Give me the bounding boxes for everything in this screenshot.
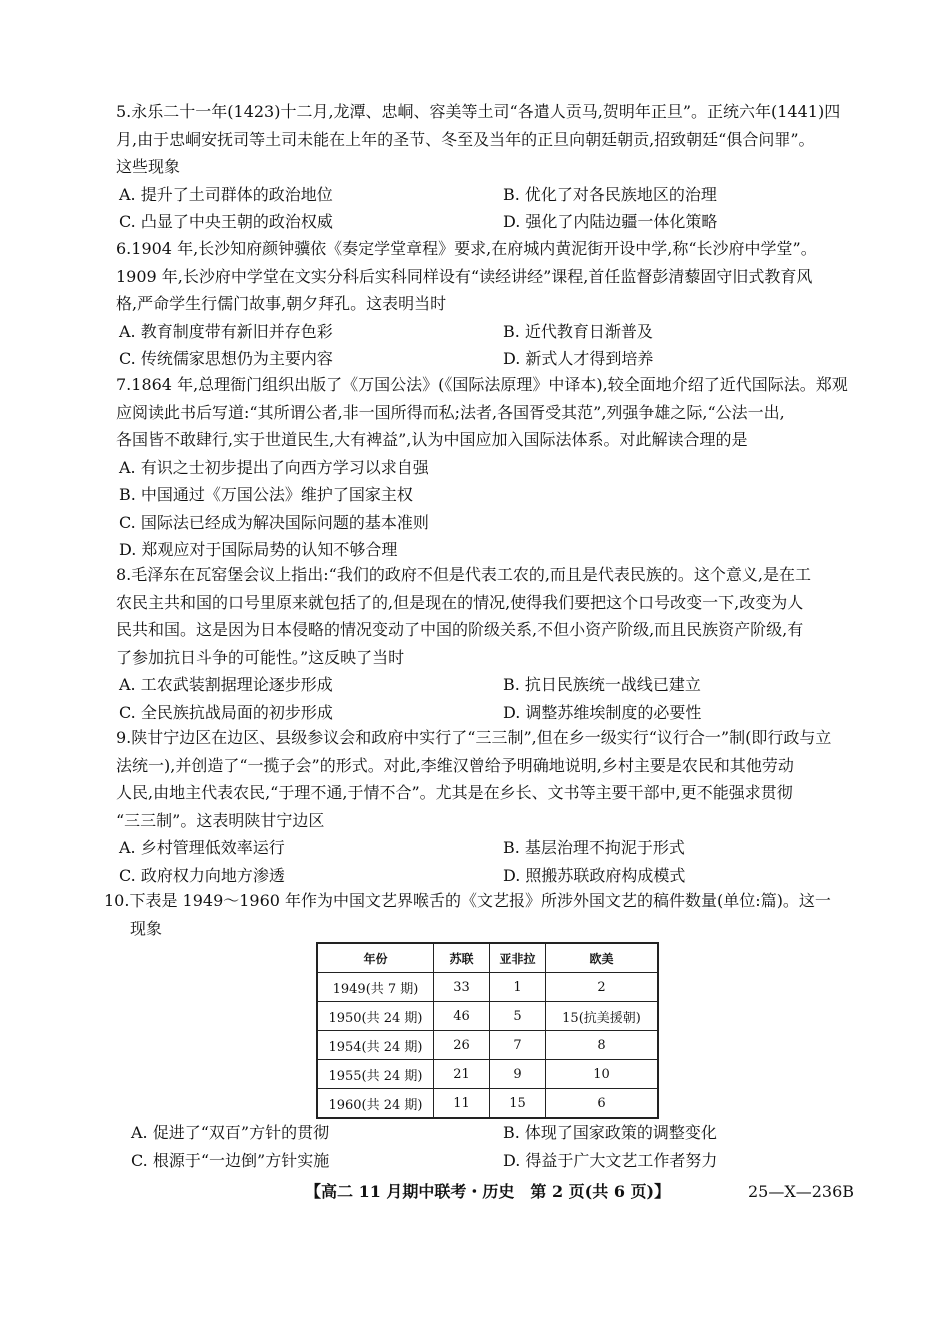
option-d: D. 得益于广大文艺工作者努力 [503,1150,718,1170]
table-cell: 11 [434,1089,490,1119]
option-a: A. 教育制度带有新旧并存色彩 [119,321,333,341]
table-cell: 9 [490,1060,546,1089]
table-row [317,1060,658,1089]
stem-line: 9.陕甘宁边区在边区、县级参议会和政府中实行了“三三制”,但在乡一级实行“议行合一”制(即行政与立 [116,728,832,747]
stem-line: 了参加抗日斗争的可能性。”这反映了当时 [116,647,405,667]
question-8-stem [116,561,856,671]
stem-line: “三三制”。这表明陕甘宁边区 [116,810,325,830]
table-cell: 26 [434,1031,490,1060]
stem-line: 这些现象 [116,157,181,176]
question-9 [116,724,856,889]
table-header-row [317,943,658,973]
stem-line: 人民,由地主代表农民,“于理不通,于情不合”。尤其是在乡长、文书等主要干部中,更不能强求贯彻 [116,783,793,802]
footer-exam-title: 【高二 11 月期中联考・历史 第 2 页(共 6 页)】 [305,1182,671,1201]
option-a: A. 提升了土司群体的政治地位 [119,184,333,204]
footer-paper-code: 25—X—236B [748,1182,855,1201]
table-cell: 5 [490,1002,546,1031]
stem-line: 6.1904 年,长沙知府颜钟骥依《奏定学堂章程》要求,在府城内黄泥街开设中学,称“长沙府中学堂”。 [116,239,817,258]
question-10 [104,887,856,942]
header-europe-america: 欧美 [546,943,659,973]
stem-line: 民共和国。这是因为日本侵略的情况变动了中国的阶级关系,不但小资产阶级,而且民族资产阶级,有 [116,620,804,639]
question-8-options [116,671,856,726]
question-6-stem [116,235,856,318]
table-cell: 1950(共 24 期) [317,1002,434,1031]
question-9-stem [116,724,856,834]
question-5-options [116,181,856,236]
option-c: C. 传统儒家思想仍为主要内容 [119,349,333,368]
table-row [317,1089,658,1119]
option-b: B. 近代教育日渐普及 [503,321,653,341]
option-c: C. 国际法已经成为解决国际问题的基本准则 [119,512,429,532]
question-10-stem [104,887,856,942]
table-row [317,973,658,1002]
option-c: C. 凸显了中央王朝的政治权威 [119,212,333,231]
option-a: A. 工农武装割据理论逐步形成 [119,675,333,694]
table-row [317,1002,658,1031]
table-cell: 6 [546,1089,659,1119]
question-9-options [116,834,856,889]
stem-line: 法统一),并创造了“一揽子会”的形式。对此,李维汉曾给予明确地说明,乡村主要是农民和其他劳动 [116,755,794,775]
question-7 [116,371,856,564]
article-count-table [316,942,659,1119]
header-year: 年份 [317,943,434,973]
question-5 [116,98,856,236]
table-cell: 10 [546,1060,659,1089]
option-d: D. 新式人才得到培养 [503,349,654,368]
stem-line: 现象 [130,918,163,938]
question-10-options [128,1119,858,1174]
stem-line: 格,严命学生行儒门故事,朝夕拜孔。这表明当时 [116,294,447,313]
stem-line: 月,由于忠峒安抚司等土司未能在上年的圣节、冬至及当年的正旦向朝廷朝贡,招致朝廷“俱合问罪”。 [116,129,815,149]
stem-line: 5.永乐二十一年(1423)十二月,龙潭、忠峒、容美等土司“各遣人贡马,贺明年正旦”。正统六年(1441)四 [116,102,841,121]
stem-line: 应阅读此书后写道:“其所谓公者,非一国所得而私;法者,各国胥受其范”,列强争雄之际,“公法一出, [116,402,785,422]
question-6 [116,235,856,373]
question-7-stem [116,371,856,454]
question-7-options [116,454,856,564]
option-d: D. 强化了内陆边疆一体化策略 [503,212,718,231]
stem-line: 8.毛泽东在瓦窑堡会议上指出:“我们的政府不但是代表工农的,而且是代表民族的。这个意义,是在工 [116,565,812,584]
table-cell: 1960(共 24 期) [317,1089,434,1119]
table-cell: 1955(共 24 期) [317,1060,434,1089]
table-cell: 1 [490,973,546,1002]
page-footer [0,1180,950,1204]
table-cell: 21 [434,1060,490,1089]
table-cell: 8 [546,1031,659,1060]
option-b: B. 中国通过《万国公法》维护了国家主权 [119,485,413,504]
option-b: B. 基层治理不拘泥于形式 [503,838,685,857]
option-d: D. 照搬苏联政府构成模式 [503,865,686,885]
table-cell: 46 [434,1002,490,1031]
option-c: C. 全民族抗战局面的初步形成 [119,702,333,722]
table-cell: 1949(共 7 期) [317,973,434,1002]
option-a: A. 促进了“双百”方针的贯彻 [131,1123,330,1142]
option-d: D. 调整苏维埃制度的必要性 [503,702,702,722]
question-6-options [116,318,856,373]
header-asia-africa-latam: 亚非拉 [490,943,546,973]
table-row [317,1031,658,1060]
stem-line: 7.1864 年,总理衙门组织出版了《万国公法》(《国际法原理》中译本),较全面地介绍了近代国际法。郑观 [116,375,848,394]
option-c: C. 根源于“一边倒”方针实施 [131,1150,330,1170]
stem-line: 1909 年,长沙府中学堂在文实分科后实科同样设有“读经讲经”课程,首任监督彭清藜固守旧式教育风 [116,266,813,286]
option-b: B. 抗日民族统一战线已建立 [503,675,701,694]
table-cell: 15 [490,1089,546,1119]
option-a: A. 乡村管理低效率运行 [119,838,285,857]
table-cell: 33 [434,973,490,1002]
table-cell: 7 [490,1031,546,1060]
header-ussr: 苏联 [434,943,490,973]
table-cell: 15(抗美援朝) [546,1002,659,1031]
stem-line: 各国皆不敢肆行,实于世道民生,大有裨益”,认为中国应加入国际法体系。对此解读合理的是 [116,430,748,449]
table-cell: 1954(共 24 期) [317,1031,434,1060]
stem-line: 10.下表是 1949～1960 年作为中国文艺界喉舌的《文艺报》所涉外国文艺的稿件数量(单位:篇)。这一 [104,891,831,910]
option-b: B. 优化了对各民族地区的治理 [503,184,717,204]
table-cell: 2 [546,973,659,1002]
option-d: D. 郑观应对于国际局势的认知不够合理 [119,540,398,559]
question-8 [116,561,856,726]
option-c: C. 政府权力向地方渗透 [119,865,285,885]
option-b: B. 体现了国家政策的调整变化 [503,1123,717,1142]
option-a: A. 有识之士初步提出了向西方学习以求自强 [119,457,429,477]
question-5-stem [116,98,856,181]
stem-line: 农民主共和国的口号里原来就包括了的,但是现在的情况,使得我们要把这个口号改变一下,改变为人 [116,592,804,612]
